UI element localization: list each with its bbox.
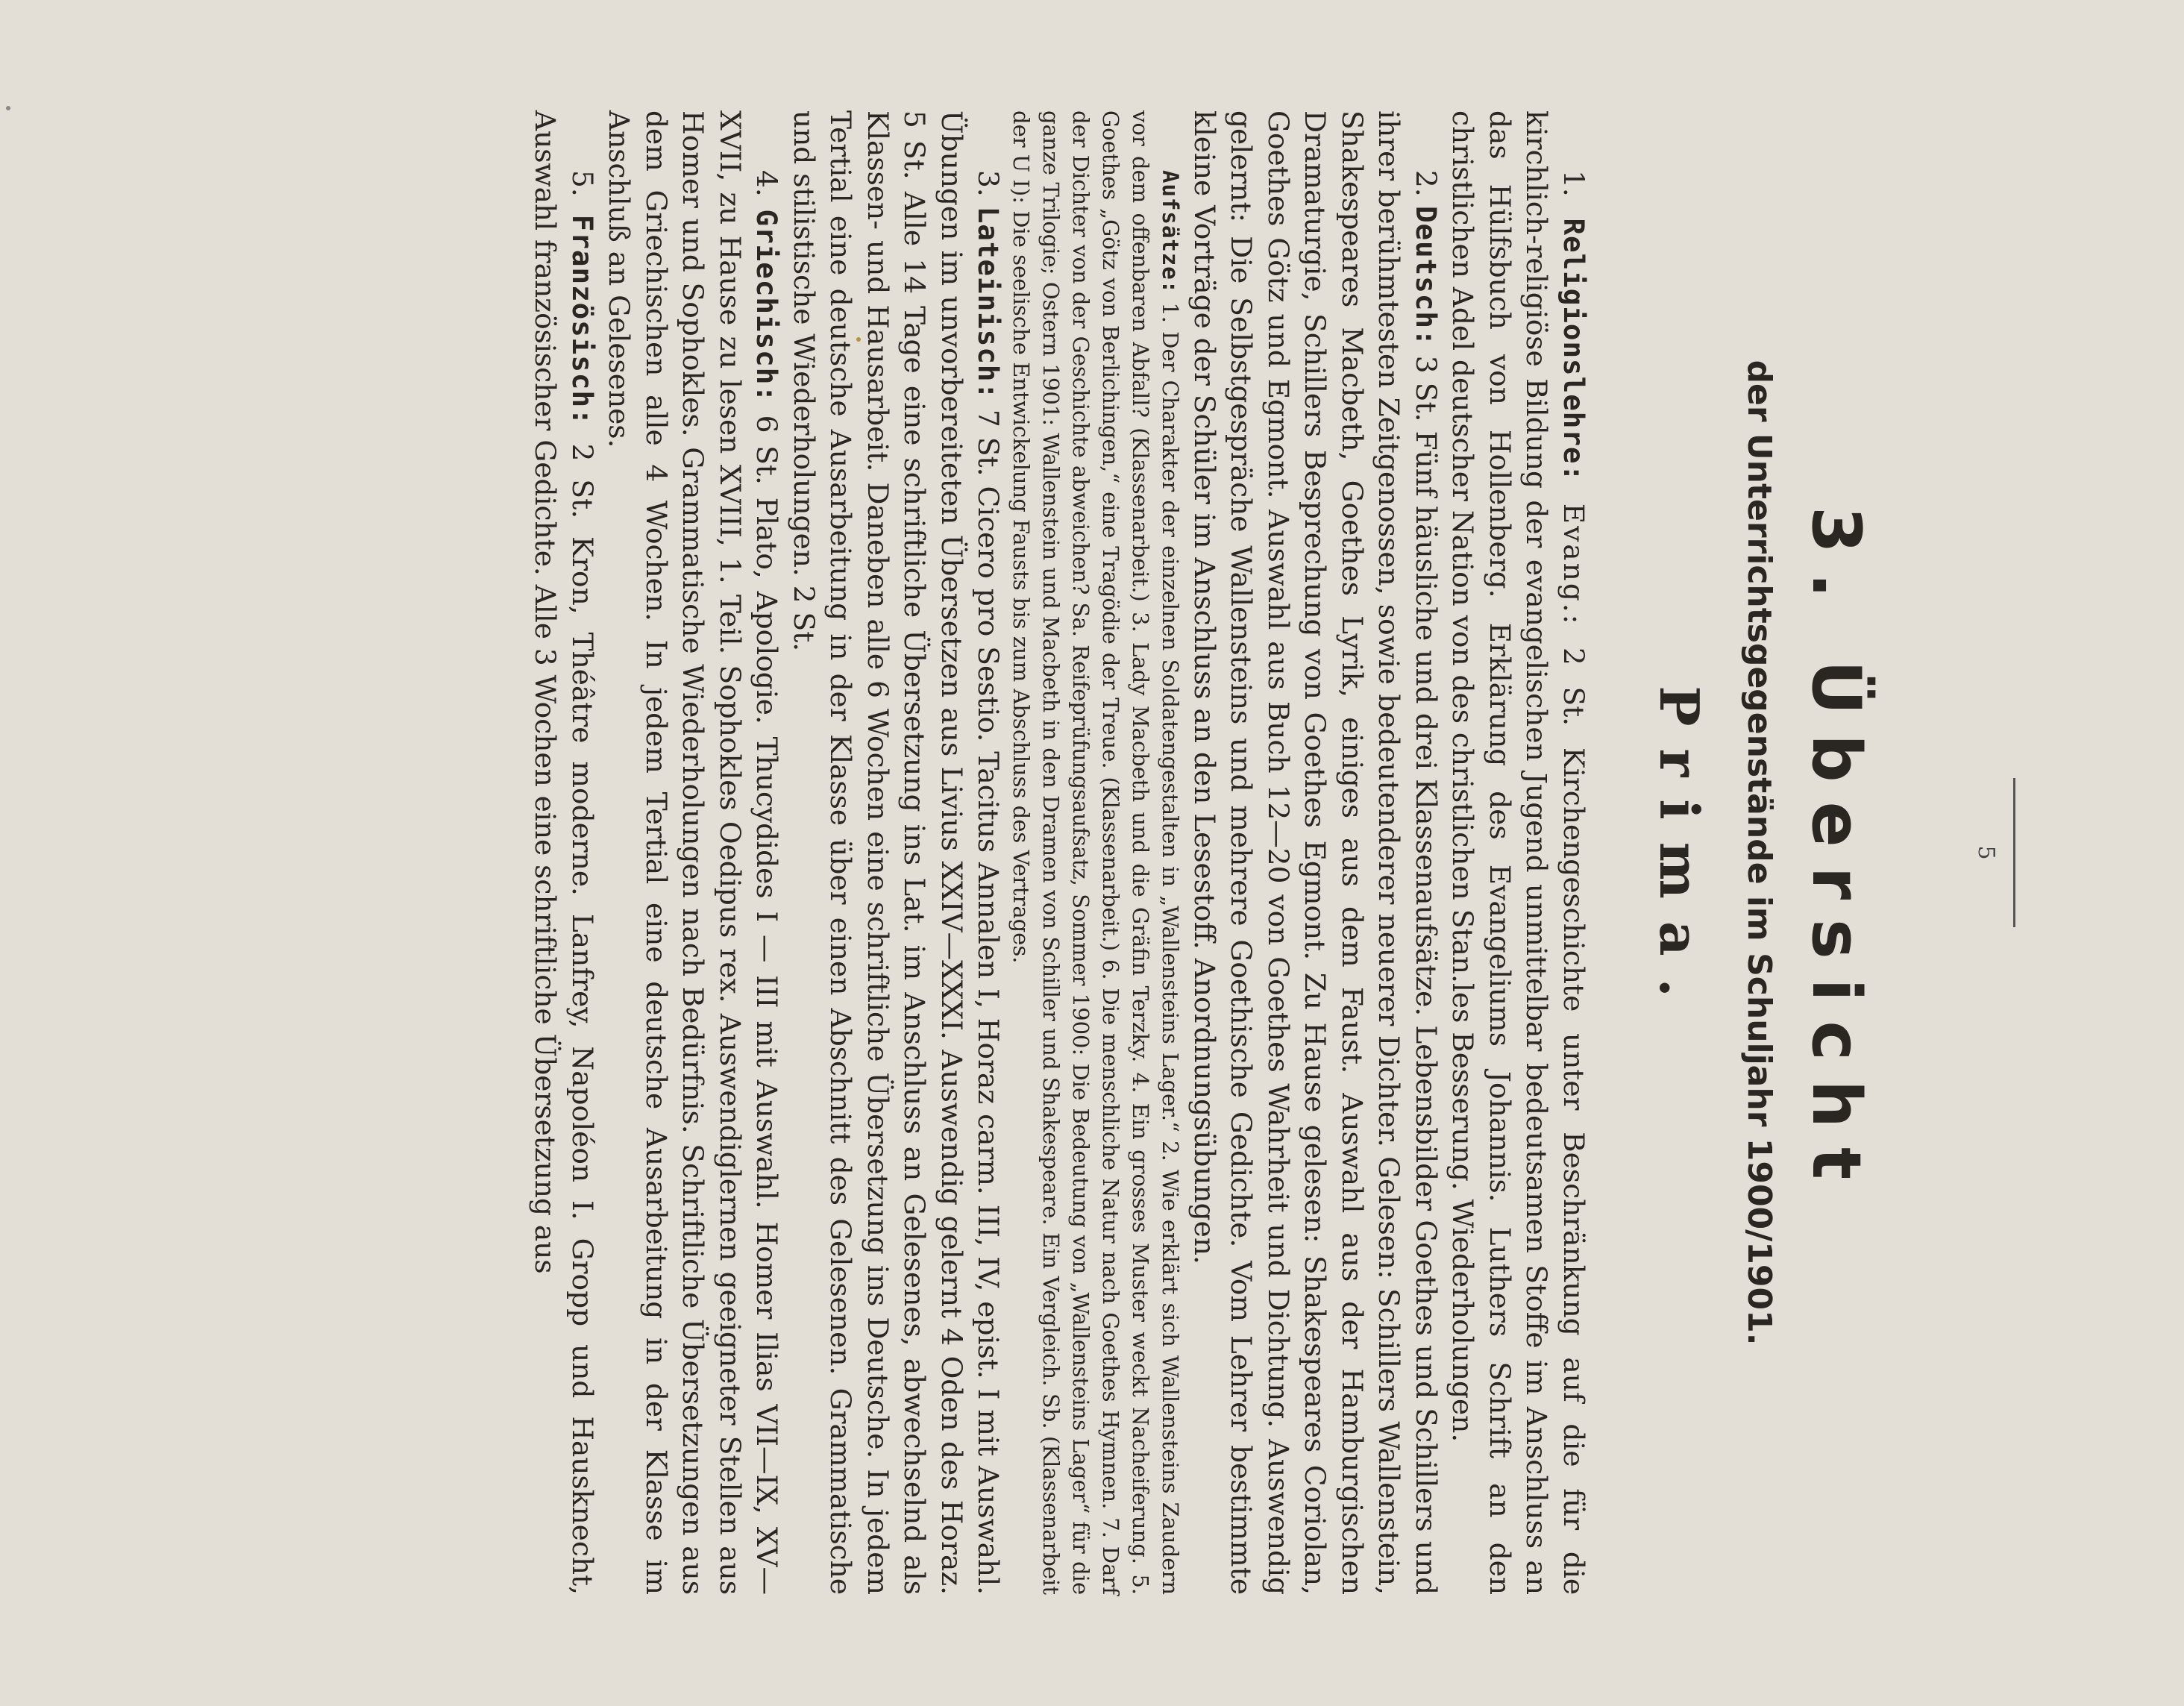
body-text	[527, 110, 1592, 1595]
section-subheading: der Unterrichtsgegenstände im Schuljahr 1900/1901.	[1740, 360, 1778, 1346]
section-heading: 3. Übersicht	[1797, 507, 1875, 1199]
aufsaetze-label: Aufsätze:	[1158, 170, 1184, 295]
subject-label: Deutsch:	[1410, 205, 1443, 347]
class-title: Prima.	[1648, 686, 1711, 1020]
paragraph-religion: 1. Religionslehre: Evang.: 2 St. Kirchengeschichte unter Beschränkung auf die für die kirchlich-religiöse Bildung der evangelischen Jugend unmittelbar bedeutsamen Stoffe im Anschluss an das Hülfsbuch von Hollenberg. Erklärung des Evangeliums Johannis. Luthers Schrift an den christlichen Adel deutscher Nation von des christlichen Stan.les Besserung. Wiederholungen.	[1446, 110, 1590, 1596]
paragraph-deutsch: 2. Deutsch: 3 St. Fünf häusliche und drei Klassenaufsätze. Lebensbilder Goethes und Schillers und ihrer berühmtesten Zeitgenossen, sowie bedeutenderer neuerer Dichter. Gelesen: Schillers Wallenstein, Shakespeares Macbeth, Goethes Lyrik, einiges aus dem Faust. Auswahl aus der Hamburgischen Dramaturgie, Schillers Besprechung von Goethes Egmont. Zu Hause gelesen: Shakespeares Coriolan, Goethes Götz und Egmont. Auswahl aus Buch 12—20 von Goethes Wahrheit und Dichtung. Auswendig gelernt: Die Selbstgespräche Wallensteins und mehrere Goethische Gedichte. Vom Lehrer bestimmte kleine Vorträge der Schüler im Anschluss an den Lesestoff. Anordnungsübungen.	[1188, 110, 1443, 1596]
subject-label: Griechisch:	[750, 209, 784, 403]
page-number: 5	[1973, 845, 1999, 860]
paragraph-franzoesisch: 5. Französisch: 2 St. Kron, Théâtre moderne. Lanfrey, Napoléon I. Gropp und Hausknecht, Auswahl französischer Gedichte. Alle 3 Wochen eine schriftliche Übersetzung aus	[529, 110, 599, 1596]
rotated-text-block	[152, 51, 2032, 1655]
subject-label: Religionslehre:	[1557, 218, 1590, 483]
subject-label: Lateinisch:	[972, 206, 1005, 401]
subject-label: Französisch:	[565, 214, 599, 426]
dust-speck	[6, 106, 10, 110]
paragraph-latein: 3. Lateinisch: 7 St. Cicero pro Sestio. Tacitus Annalen I, Horaz carm. III, IV, epist. I mit Auswahl. Übungen im unvorbereiteten Übersetzen aus Livius XXIV—XXXI. Auswendig gelernt 4 Oden des Horaz. 5 St. Alle 14 Tage eine schriftliche Übersetzung ins Lat. im Anschluss an Gelesenes, abwechselnd als Klassen- und Hausarbeit. Daneben alle 6 Wochen eine schriftliche Übersetzung ins Deutsche. In jedem Tertial eine deutsche Ausarbeitung in der Klasse über einen Abschnitt des Gelesenen. Grammatische und stilistische Wiederholungen. 2 St.	[787, 110, 1005, 1596]
paragraph-griechisch: 4. Griechisch: 6 St. Plato, Apologie. Thucydides I — III mit Auswahl. Homer Ilias VII—IX, XV—XVII, zu Hause zu lesen XVIII, 1. Teil. Sophokles Oedipus rex. Auswendiglernen geeigneter Stellen aus Homer und Sophokles. Grammatische Wiederholungen nach Bedürfnis. Schriftliche Übersetzungen aus dem Griechischen alle 4 Wochen. In jedem Tertial eine deutsche Ausarbeitung in der Klasse im Anschluß an Gelesenes.	[603, 110, 784, 1595]
folio-rule	[2013, 778, 2015, 927]
aufsaetze-block: Aufsätze: 1. Der Charakter der einzelnen Soldatengestalten in „Wallensteins Lager.“ 2. Wie erklärt sich Wallensteins Zaudern vor dem offenbaren Abfall? (Klassenarbeit.) 3. Lady Macbeth und die Gräfin Terzky. 4. Ein grosses Muster weckt Nacheiferung. 5. Goethes „Götz von Berlichingen,“ eine Tragödie der Treue. (Klassenarbeit.) 6. Die menschliche Natur nach Goethes Hymnen. 7. Darf der Dichter von der Geschichte abweichen? Sa. Reifeprüfungsaufsatz, Sommer 1900: Die Bedeutung von „Wallensteins Lager“ für die ganze Trilogie; Ostern 1901: Wallenstein und Macbeth in den Dramen von Schiller und Shakespeare. Ein Vergleich. Sb. (Klassenarbeit der U I): Die seelische Entwickelung Fausts bis zum Abschluss des Vertrages.	[1008, 110, 1184, 1595]
